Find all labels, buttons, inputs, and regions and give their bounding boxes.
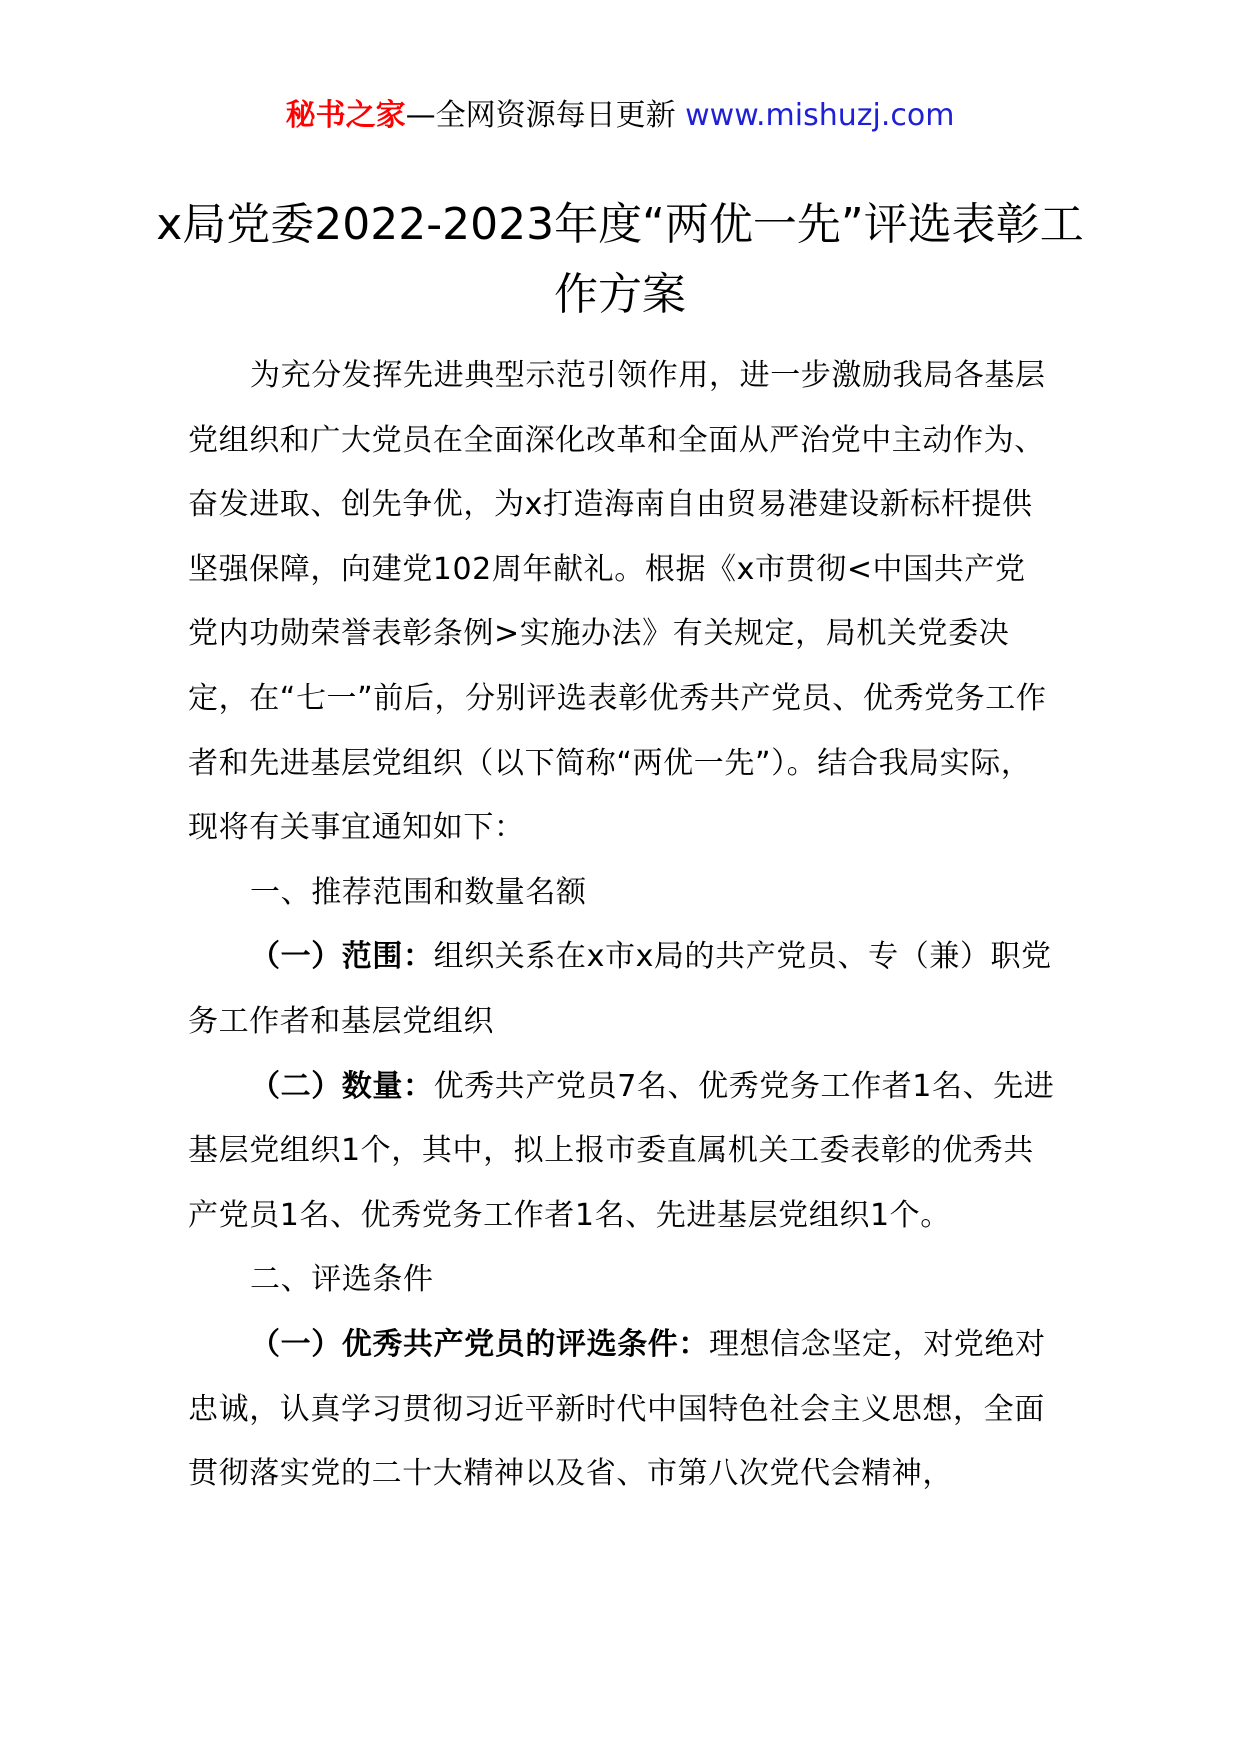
scope-text: 组织关系在x市x局的共产党员、专（兼）职党务工作者和基层党组织 <box>188 939 1052 1039</box>
scope-label: （一）范围： <box>250 939 434 975</box>
quantity-text: 优秀共产党员7名、优秀党务工作者1名、先进基层党组织1个，其中，拟上报市委直属机关工委表彰的优秀共产党员1名、优秀党务工作者1名、先进基层党组织1个。 <box>188 1068 1055 1233</box>
intro-paragraph: 为充分发挥先进典型示范引领作用，进一步激励我局各基层党组织和广大党员在全面深化改革和全面从严治党中主动作为、奋发进取、创先争优，为x打造海南自由贸易港建设新标杆提供坚强保障，向建党102周年献礼。根据《x市贯彻<中国共产党党内功勋荣誉表彰条例>实施办法》有关规定，局机关党委决定，在“七一”前后，分别评选表彰优秀共产党员、优秀党务工作者和先进基层党组织（以下简称“两优一先”）。结合我局实际，现将有关事宜通知如下： <box>188 358 1047 846</box>
document-title: x局党委2022-2023年度“两优一先”评选表彰工作方案 <box>156 199 1084 320</box>
criteria-label: （一）优秀共产党员的评选条件： <box>250 1326 709 1362</box>
section-heading-scope-quantity: 一、推荐范围和数量名额 <box>250 874 587 910</box>
scope-paragraph <box>188 925 1056 1054</box>
site-tagline: —全网资源每日更新 <box>405 98 686 133</box>
site-header <box>0 96 1240 136</box>
quantity-label: （二）数量： <box>250 1068 434 1104</box>
site-name: 秘书之家 <box>285 98 406 133</box>
document-body <box>188 344 1056 1507</box>
site-url-link[interactable]: www.mishuzj.com <box>685 98 955 133</box>
criteria-paragraph <box>188 1313 1056 1507</box>
section-heading-criteria: 二、评选条件 <box>250 1262 434 1298</box>
criteria-text: 理想信念坚定，对党绝对忠诚，认真学习贯彻习近平新时代中国特色社会主义思想，全面贯彻落实党的二十大精神以及省、市第八次党代会精神， <box>188 1326 1046 1492</box>
quantity-paragraph <box>188 1055 1056 1249</box>
